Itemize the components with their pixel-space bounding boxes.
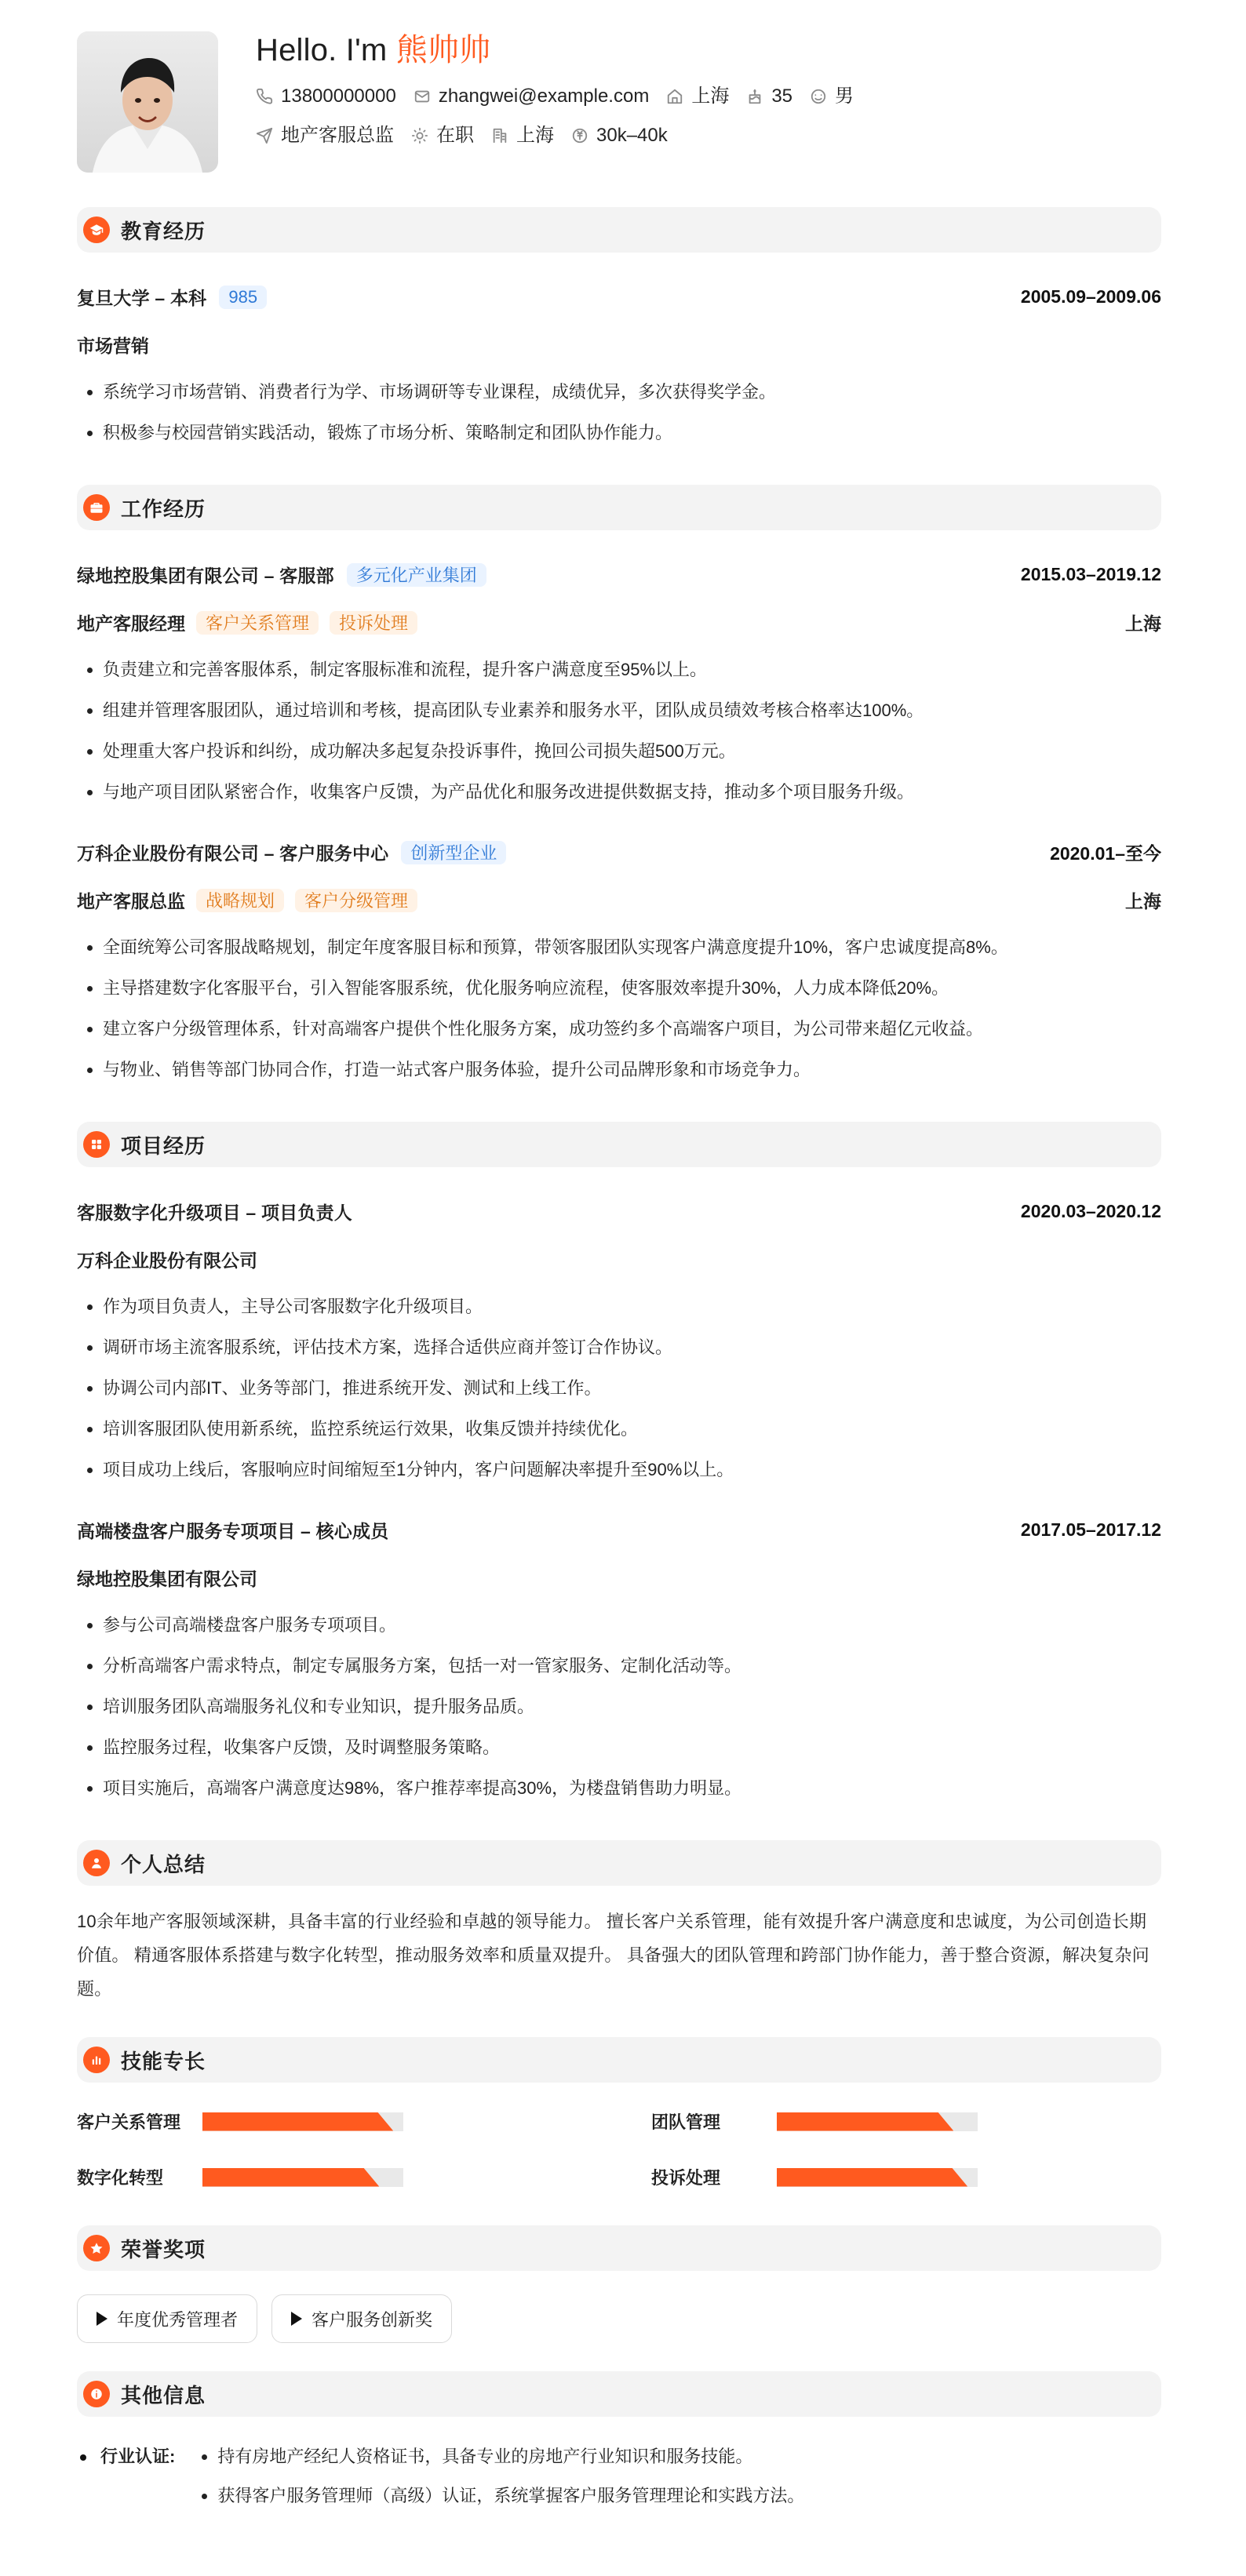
greeting-line (256, 31, 1161, 69)
triangle-icon (97, 2312, 107, 2326)
project-bullet: • 监控服务过程，收集客户反馈，及时调整服务策略。 (103, 1727, 1161, 1768)
work-role-row (77, 609, 1161, 635)
projects-section-title: 项目经历 (121, 1133, 206, 1158)
target-position-text: 地产客服总监 (281, 125, 394, 146)
status-text: 在职 (436, 125, 474, 146)
project-company: 万科企业股份有限公司 (77, 1250, 257, 1271)
work-entry (77, 562, 1161, 813)
skill-bar-fill (777, 2112, 953, 2131)
profile-photo (77, 31, 218, 173)
work-bullet: • 组建并管理客服团队，通过培训和考核，提高团队专业素养和服务水平，团队成员绩效考核合格率达100%。 (103, 690, 1161, 731)
summary-section (77, 1840, 1161, 2006)
work-location: 上海 (1125, 891, 1161, 911)
sun-icon (411, 127, 428, 144)
project-bullets (77, 1605, 1161, 1809)
work-role-row (77, 887, 1161, 913)
skill-item (77, 2165, 587, 2189)
skill-name: 数字化转型 (77, 2168, 164, 2188)
skill-bar-fill (202, 2168, 379, 2187)
project-bullets (77, 1286, 1161, 1490)
education-entry-left (77, 284, 267, 310)
award-chip (77, 2294, 257, 2343)
awards-section-title: 荣誉奖项 (121, 2237, 206, 2261)
education-tag: 985 (219, 286, 267, 309)
paper-plane-icon (256, 127, 273, 144)
work-role-tag: 战略规划 (196, 889, 284, 912)
phone-text: 13800000000 (281, 86, 396, 107)
age-text: 35 (771, 86, 793, 107)
education-major: 市场营销 (77, 336, 149, 356)
award-chip (271, 2294, 452, 2343)
other-item: • 持有房地产经纪人资格证书，具备专业的房地产行业知识和服务技能。 (217, 2437, 804, 2476)
skill-bar (777, 2168, 978, 2187)
education-section-title: 教育经历 (121, 219, 206, 243)
age-item (746, 83, 792, 110)
other-section-header (77, 2371, 1161, 2417)
user-icon (83, 1850, 110, 1876)
work-bullet: • 全面统筹公司客服战略规划，制定年度客服目标和预算，带领客服团队实现客户满意度提升10%，客户忠诚度提高8%。 (103, 927, 1161, 968)
project-entry (77, 1199, 1161, 1490)
project-company-row (77, 1246, 1161, 1272)
project-bullet: • 项目实施后，高端客户满意度达98%，客户推荐率提高30%，为楼盘销售助力明显。 (103, 1768, 1161, 1809)
project-date: 2020.03–2020.12 (1020, 1201, 1161, 1221)
work-role-tag: 客户关系管理 (196, 611, 319, 635)
award-text: 客户服务创新奖 (312, 2309, 433, 2330)
work-role-tag: 客户分级管理 (295, 889, 417, 912)
email-text: zhangwei@example.com (438, 86, 650, 107)
target-city-item (491, 122, 554, 149)
work-section-header (77, 485, 1161, 530)
skill-name: 团队管理 (651, 2112, 721, 2132)
project-entry-top (77, 1517, 1161, 1543)
skills-section-header (77, 2037, 1161, 2083)
project-bullet: • 项目成功上线后，客服响应时间缩短至1分钟内，客户问题解决率提升至90%以上。 (103, 1450, 1161, 1490)
work-role-left (77, 609, 417, 635)
home-icon (666, 88, 683, 105)
salary-item (571, 122, 668, 149)
work-date: 2020.01–至今 (1050, 843, 1161, 864)
summary-section-title: 个人总结 (121, 1852, 206, 1876)
target-city-text: 上海 (516, 125, 554, 146)
work-entry-top (77, 562, 1161, 588)
work-bullets (77, 649, 1161, 813)
other-label: 行业认证: (77, 2437, 175, 2476)
project-bullet: • 培训客服团队使用新系统，监控系统运行效果，收集反馈并持续优化。 (103, 1409, 1161, 1450)
education-section-header (77, 207, 1161, 253)
work-location: 上海 (1125, 613, 1161, 634)
summary-section-header (77, 1840, 1161, 1886)
mail-icon (414, 88, 431, 105)
skill-bar-fill (777, 2168, 967, 2187)
skills-grid (77, 2109, 1161, 2189)
other-list (191, 2437, 804, 2516)
work-role-tag: 投诉处理 (330, 611, 417, 635)
awards-section-header (77, 2225, 1161, 2271)
work-company-tag: 创新型企业 (401, 841, 506, 864)
building-icon (491, 127, 508, 144)
education-bullet: • 系统学习市场营销、消费者行为学、市场调研等专业课程，成绩优异，多次获得奖学金。 (103, 372, 1161, 413)
job-intent-row (256, 122, 1161, 149)
work-entry-left (77, 562, 486, 588)
education-entry (77, 284, 1161, 453)
skill-bar (777, 2112, 978, 2131)
education-entry-top (77, 284, 1161, 310)
project-date: 2017.05–2017.12 (1020, 1519, 1161, 1540)
gender-item (810, 83, 854, 110)
bar-chart-icon (83, 2047, 110, 2073)
work-company: 绿地控股集团有限公司 – 客服部 (77, 566, 334, 586)
work-bullet: • 负责建立和完善客服体系，制定客服标准和流程，提升客户满意度至95%以上。 (103, 649, 1161, 690)
gender-text: 男 (835, 86, 854, 107)
work-bullet: • 与物业、销售等部门协同合作，打造一站式客户服务体验，提升公司品牌形象和市场竞争力。 (103, 1050, 1161, 1090)
work-company: 万科企业股份有限公司 – 客户服务中心 (77, 843, 389, 864)
triangle-icon (291, 2312, 302, 2326)
awards-list (77, 2294, 1161, 2343)
info-icon (83, 2381, 110, 2407)
other-section (77, 2371, 1161, 2516)
project-entry (77, 1517, 1161, 1809)
project-bullet: • 参与公司高端楼盘客户服务专项项目。 (103, 1605, 1161, 1646)
award-text: 年度优秀管理者 (117, 2309, 239, 2330)
skill-bar (202, 2112, 403, 2131)
work-bullet: • 建立客户分级管理体系，针对高端客户提供个性化服务方案，成功签约多个高端客户项目，为公司带来超亿元收益。 (103, 1009, 1161, 1050)
work-entry-left (77, 839, 506, 865)
avatar (77, 31, 218, 173)
project-bullet: • 培训服务团队高端服务礼仪和专业知识，提升服务品质。 (103, 1686, 1161, 1727)
greeting-text: Hello. I'm (256, 33, 388, 67)
other-section-title: 其他信息 (121, 2383, 206, 2407)
profile-info (256, 31, 1161, 149)
project-entry-top (77, 1199, 1161, 1224)
skill-bar-fill (202, 2112, 393, 2131)
education-bullets (77, 372, 1161, 453)
cake-icon (746, 88, 763, 105)
education-major-row (77, 332, 1161, 358)
work-bullets (77, 927, 1161, 1090)
skill-name: 投诉处理 (651, 2168, 721, 2188)
work-entry (77, 839, 1161, 1090)
project-bullet: • 作为项目负责人，主导公司客服数字化升级项目。 (103, 1286, 1161, 1327)
work-company-tag: 多元化产业集团 (347, 563, 486, 587)
skills-section-title: 技能专长 (121, 2049, 206, 2073)
education-section (77, 207, 1161, 453)
project-bullet: • 调研市场主流客服系统，评估技术方案，选择合适供应商并签订合作协议。 (103, 1327, 1161, 1368)
projects-section-header (77, 1122, 1161, 1167)
email-item (414, 83, 650, 110)
education-bullet: • 积极参与校园营销实践活动，锻炼了市场分析、策略制定和团队协作能力。 (103, 413, 1161, 453)
projects-section (77, 1122, 1161, 1809)
graduation-cap-icon (83, 216, 110, 243)
grid-icon (83, 1131, 110, 1158)
city-text: 上海 (691, 86, 730, 107)
other-content (77, 2437, 1161, 2516)
coin-icon (571, 127, 588, 144)
education-date: 2005.09–2009.06 (1020, 286, 1161, 307)
project-company: 绿地控股集团有限公司 (77, 1569, 257, 1589)
skill-name: 客户关系管理 (77, 2112, 181, 2132)
skill-item (651, 2165, 1161, 2189)
work-role-left (77, 887, 417, 913)
project-title: 高端楼盘客户服务专项项目 – 核心成员 (77, 1521, 389, 1541)
award-icon (83, 2235, 110, 2261)
work-entry-top (77, 839, 1161, 865)
education-school: 复旦大学 – 本科 (77, 288, 207, 308)
phone-icon (256, 88, 273, 105)
status-item (411, 122, 474, 149)
skill-bar (202, 2168, 403, 2187)
work-role: 地产客服总监 (77, 891, 185, 911)
face-icon (810, 88, 827, 105)
work-bullet: • 与地产项目团队紧密合作，收集客户反馈，为产品优化和服务改进提供数据支持，推动多个项目服务升级。 (103, 772, 1161, 813)
work-section-title: 工作经历 (121, 497, 206, 521)
target-position-item (256, 122, 394, 149)
salary-text: 30k–40k (596, 125, 668, 146)
summary-text: 10余年地产客服领域深耕，具备丰富的行业经验和卓越的领导能力。 擅长客户关系管理，能有效提升客户满意度和忠诚度，为公司创造长期价值。 精通客服体系搭建与数字化转型，推动服务效率和质量双提升。 具备强大的团队管理和跨部门协作能力，善于整合资源，解决复杂问题。 (77, 1912, 1149, 1999)
project-bullet: • 分析高端客户需求特点，制定专属服务方案，包括一对一管家服务、定制化活动等。 (103, 1646, 1161, 1686)
work-date: 2015.03–2019.12 (1020, 564, 1161, 584)
briefcase-icon (83, 494, 110, 521)
profile-header (77, 31, 1161, 173)
project-bullet: • 协调公司内部IT、业务等部门，推进系统开发、测试和上线工作。 (103, 1368, 1161, 1409)
skill-item (651, 2109, 1161, 2134)
project-company-row (77, 1565, 1161, 1591)
skill-item (77, 2109, 587, 2134)
work-role: 地产客服经理 (77, 613, 185, 634)
other-item: • 获得客户服务管理师（高级）认证，系统掌握客户服务管理理论和实践方法。 (217, 2476, 804, 2516)
work-section (77, 485, 1161, 1090)
contact-row (256, 83, 1161, 110)
candidate-name: 熊帅帅 (395, 33, 491, 67)
work-bullet: • 主导搭建数字化客服平台，引入智能客服系统，优化服务响应流程，使客服效率提升30%，人力成本降低20%。 (103, 968, 1161, 1009)
awards-section (77, 2225, 1161, 2343)
work-bullet: • 处理重大客户投诉和纠纷，成功解决多起复杂投诉事件，挽回公司损失超500万元。 (103, 731, 1161, 772)
phone-item (256, 83, 396, 110)
project-title: 客服数字化升级项目 – 项目负责人 (77, 1202, 352, 1223)
skills-section (77, 2037, 1161, 2189)
city-item (666, 83, 729, 110)
